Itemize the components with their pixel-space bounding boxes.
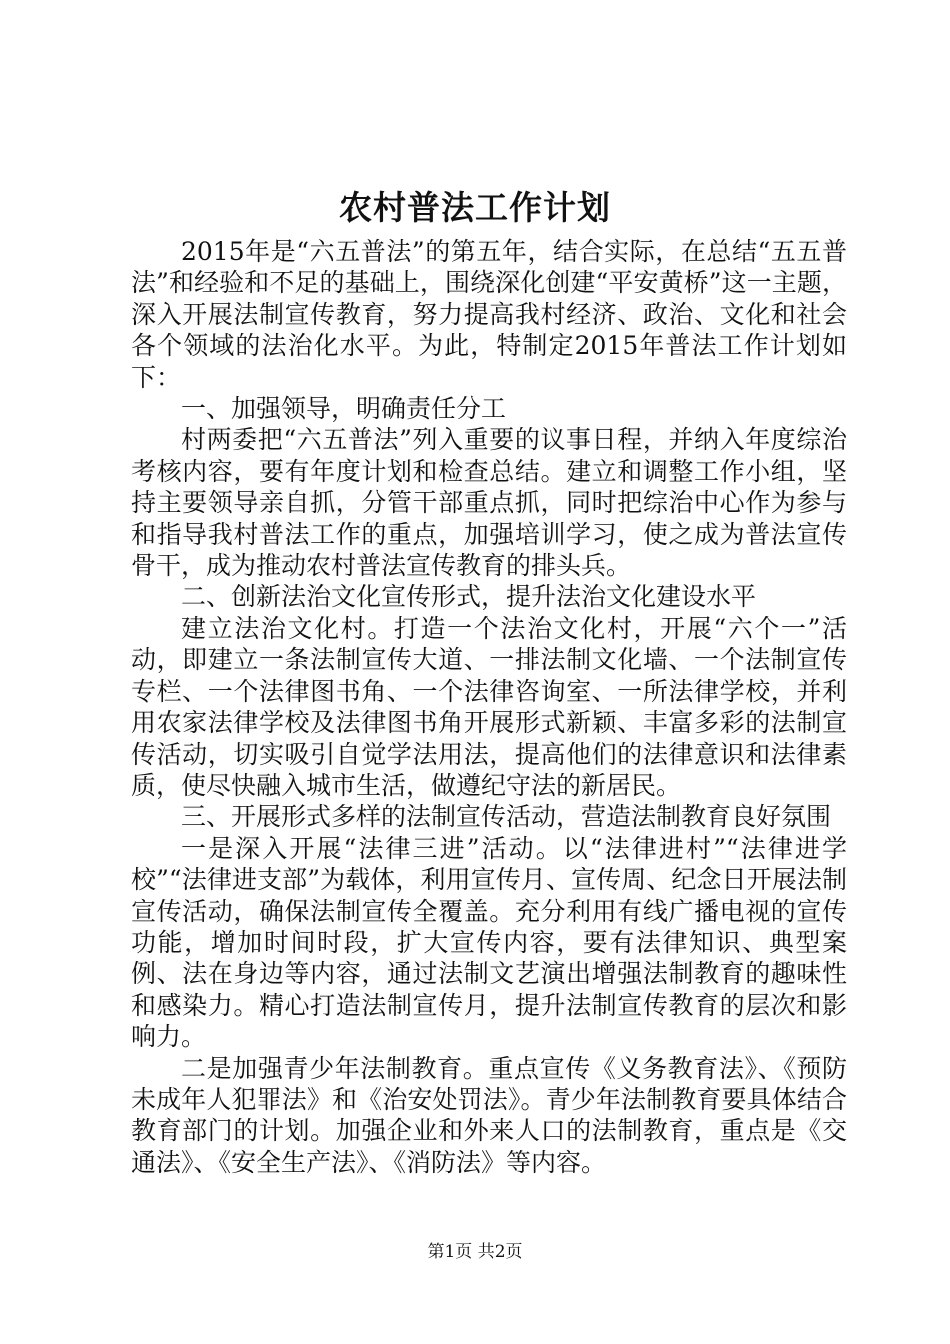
document-title: 农村普法工作计划	[339, 188, 611, 227]
body-paragraph: 建立法治文化村。打造一个法治文化村，开展“六个一”活动，即建立一条法制宣传大道、一排法制文化墙、一个法制宣传专栏、一个法律图书角、一个法律咨询室、一所法律学校，并利用农家法律学校及法律图书角开展形式新颖、丰富多彩的法制宣传活动，切实吸引自觉学法用法，提高他们的法律意识和法律素质，使尽快融入城市生活，做遵纪守法的新居民。	[131, 613, 847, 800]
document-body	[131, 236, 847, 1178]
section-heading-1: 一、加强领导，明确责任分工	[181, 394, 507, 424]
body-paragraph: 一是深入开展“法律三进”活动。以“法律进村”“法律进学校”“法律进支部”为载体，利用宣传月、宣传周、纪念日开展法制宣传活动，确保法制宣传全覆盖。充分利用有线广播电视的宣传功能，增加时间时段，扩大宣传内容，要有法律知识、典型案例、法在身边等内容，通过法制文艺演出增强法制教育的趣味性和感染力。精心打造法制宣传月，提升法制宣传教育的层次和影响力。	[131, 833, 847, 1052]
section-heading-3: 三、开展形式多样的法制宣传活动，营造法制教育良好氛围	[181, 802, 832, 832]
body-paragraph: 二是加强青少年法制教育。重点宣传《义务教育法》、《预防未成年人犯罪法》和《治安处罚法》。青少年法制教育要具体结合教育部门的计划。加强企业和外来人口的法制教育，重点是《交通法》、《安全生产法》、《消防法》等内容。	[131, 1053, 847, 1177]
page-footer: 第1页 共2页	[427, 1242, 523, 1262]
body-paragraph: 村两委把“六五普法”列入重要的议事日程，并纳入年度综治考核内容，要有年度计划和检查总结。建立和调整工作小组，坚持主要领导亲自抓，分管干部重点抓，同时把综治中心作为参与和指导我村普法工作的重点，加强培训学习，使之成为普法宣传骨干，成为推动农村普法宣传教育的排头兵。	[131, 425, 847, 581]
section-heading-2: 二、创新法治文化宣传形式，提升法治文化建设水平	[181, 582, 757, 612]
intro-paragraph: 2015年是“六五普法”的第五年，结合实际，在总结“五五普法”和经验和不足的基础上，围绕深化创建“平安黄桥”这一主题，深入开展法制宣传教育，努力提高我村经济、政治、文化和社会各个领域的法治化水平。为此，特制定2015年普法工作计划如下：	[131, 237, 847, 392]
